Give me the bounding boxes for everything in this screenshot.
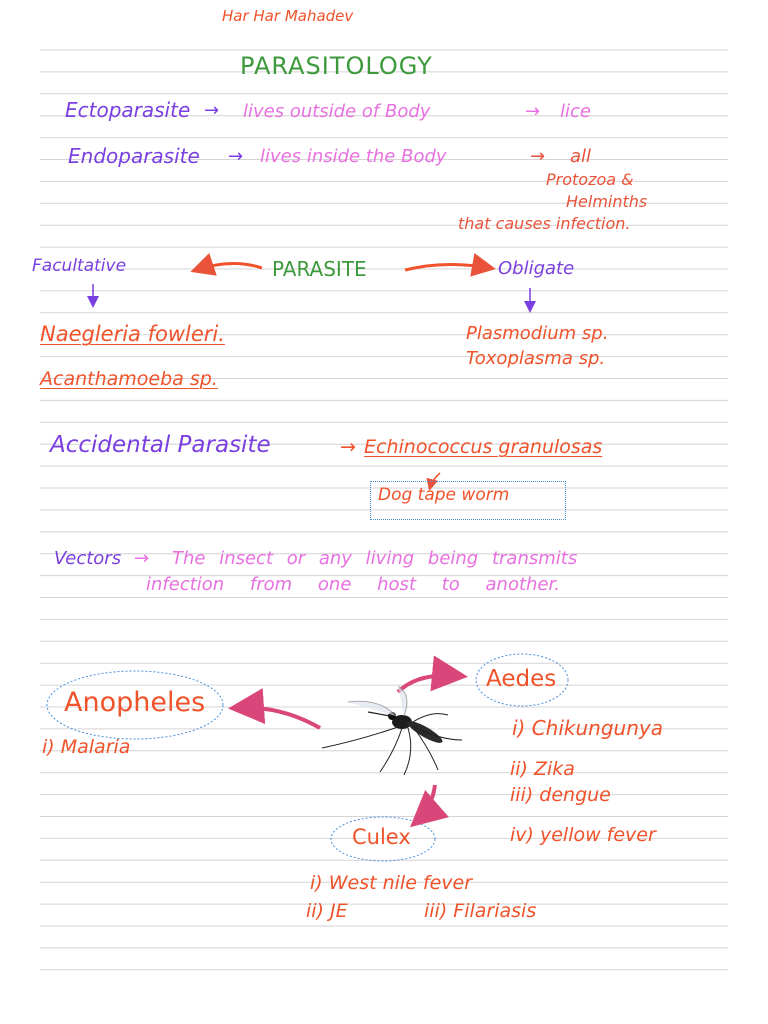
facultative-example: Acanthamoeba sp. [40, 368, 218, 390]
endo-example: Helminths [566, 192, 648, 211]
endo-term: Endoparasite [68, 144, 200, 168]
dog-tapeworm-label: Dog tape worm [378, 485, 510, 505]
aedes-disease: iii) dengue [510, 784, 611, 806]
arrow-to-aedes [398, 675, 460, 692]
culex-label: Culex [352, 825, 411, 849]
arrow-glyph: → [340, 436, 356, 458]
endo-example: Protozoa & [546, 170, 634, 189]
vector-term: Vectors [54, 548, 122, 569]
facultative-label: Facultative [32, 256, 127, 276]
culex-disease: ii) JE [306, 900, 348, 922]
facultative-example: Naegleria fowleri. [40, 322, 225, 346]
obligate-example: Plasmodium sp. [466, 323, 609, 344]
heading: PARASITOLOGY [240, 52, 433, 80]
obligate-label: Obligate [498, 258, 575, 279]
aedes-disease: i) Chikungunya [512, 716, 663, 740]
endo-example: all [570, 146, 592, 167]
aedes-disease: iv) yellow fever [510, 824, 656, 846]
vector-definition: The insect or any living being transmits [172, 548, 578, 569]
culex-disease: i) West nile fever [310, 872, 473, 894]
culex-disease: iii) Filariasis [424, 900, 537, 922]
ecto-definition: lives outside of Body [243, 101, 431, 122]
obligate-example: Toxoplasma sp. [466, 348, 606, 369]
page-title: Har Har Mahadev [222, 7, 354, 25]
endo-definition: lives inside the Body [260, 146, 447, 167]
arrow-to-facultative [196, 263, 262, 270]
arrow-to-culex [416, 785, 435, 822]
aedes-disease: ii) Zika [510, 758, 575, 780]
arrow-glyph: → [134, 548, 150, 569]
arrow-glyph: → [525, 101, 541, 122]
ecto-term: Ectoparasite [65, 98, 191, 122]
vector-definition: infection from one host to another. [146, 574, 560, 595]
anopheles-label: Anopheles [64, 687, 206, 718]
parasite-label: PARASITE [272, 257, 367, 281]
mosquito-illustration [322, 686, 462, 775]
endo-example: that causes infection. [458, 214, 631, 233]
arrow-to-obligate [405, 264, 490, 270]
arrow-glyph: → [530, 146, 546, 167]
aedes-label: Aedes [486, 666, 557, 692]
arrow-glyph: → [204, 100, 220, 121]
ecto-example: lice [560, 101, 591, 122]
arrow-to-anopheles [236, 708, 320, 728]
accidental-term: Accidental Parasite [50, 432, 271, 458]
accidental-example: Echinococcus granulosas [364, 436, 603, 458]
anopheles-disease: i) Malaria [42, 736, 131, 758]
arrow-glyph: → [228, 146, 244, 167]
